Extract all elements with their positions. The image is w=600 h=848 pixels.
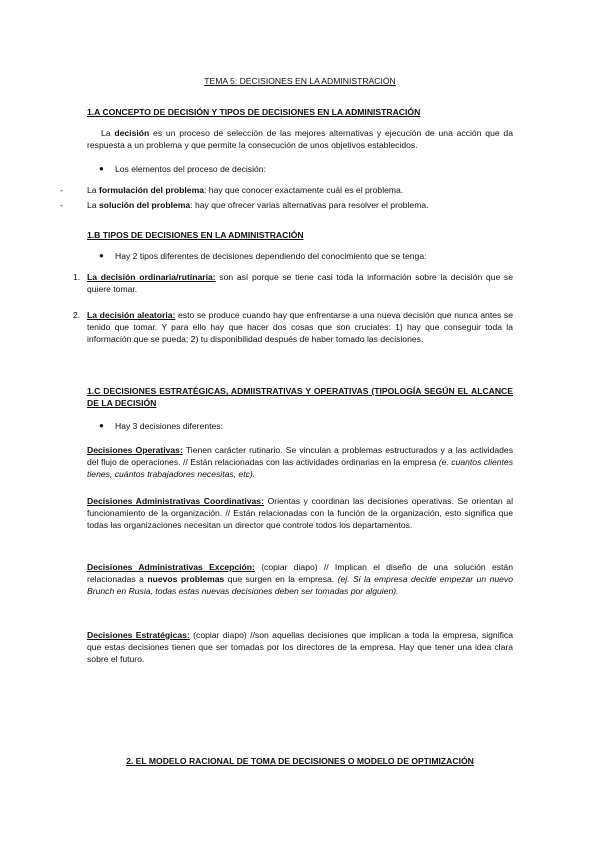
list-item — [87, 629, 513, 665]
text-run: (copiar diapo) // Implican el diseño de una solución están relacionadas a — [87, 562, 513, 584]
text-run: son así porque se tiene casi toda la información sobre la decisión que se quiere tomar. — [87, 272, 514, 294]
text-run: Orientas y coordinan las decisiones operativas. Se orientan al funcionamiento de la organización. // Están relacionadas con la función de la organización, esto significa que todas las organizaciones necesitan un director que controle todos los departamentos. — [87, 496, 513, 530]
text-run: que surgen en la empresa. — [224, 574, 338, 584]
section-heading-2: 2. EL MODELO RACIONAL DE TOMA DE DECISIONES O MODELO DE OPTIMIZACIÓN — [126, 756, 474, 766]
text-run: (copiar diapo) //son aquellas decisiones que implican a toda la empresa, significa que estas decisiones tienen que ser tomadas por los directores de la empresa. Hay que tener una idea clara sobre el futuro. — [87, 630, 513, 664]
list-item — [87, 444, 513, 480]
text-run: esto se produce cuando hay que enfrentarse a una nueva decisión que nunca antes se tenido que tomar. Y para ello hay que hacer dos cosas que son cruciales: 1) hay que conseguir toda la información que se pueda; 2) tu disponibilidad después de haber tomado las decisiones. — [87, 310, 513, 344]
list-number: 1. — [73, 272, 81, 282]
paragraph-decision — [87, 127, 513, 151]
page-title: TEMA 5: DECISIONES EN LA ADMINISTRACIÓN — [204, 76, 396, 86]
bullet-dot: ● — [99, 164, 104, 173]
text-bold: nuevos problemas — [147, 574, 225, 584]
text-bold: formulación del problema — [98, 185, 205, 195]
list-item — [87, 271, 513, 295]
text-bold: Decisiones Operativas: — [87, 445, 183, 455]
text-bold: Decisiones Administrativas Coordinativas: — [87, 496, 264, 506]
bullet-text: Hay 3 decisiones diferentes: — [115, 421, 223, 431]
text-bold: La decisión ordinaria/rutinaria: — [87, 272, 216, 282]
section-heading-1b: 1.B TIPOS DE DECISIONES EN LA ADMINISTRACIÓN — [87, 230, 304, 240]
list-item — [87, 184, 403, 196]
list-item — [87, 495, 513, 531]
dash-marker: - — [60, 185, 63, 195]
bullet-text: Los elementos del proceso de decisión: — [115, 164, 266, 174]
text-bold: decisión — [114, 128, 150, 138]
section-heading-1a: 1.A CONCEPTO DE DECISIÓN Y TIPOS DE DECISIONES EN LA ADMINISTRACIÓN — [87, 107, 421, 117]
text-run: La — [101, 128, 115, 138]
text-run: La — [87, 185, 99, 195]
bullet-text: Hay 2 tipos diferentes de decisiones dependiendo del conocimiento que se tenga: — [115, 251, 427, 261]
text-bold: Decisiones Administrativas Excepción: — [87, 562, 255, 572]
text-italic: (e. cuantos clientes tienes, cuántos trabajadores necesitas, etc). — [87, 457, 513, 479]
list-item — [87, 199, 429, 211]
list-number: 2. — [73, 310, 81, 320]
text-bold: La decisión aleatoria: — [87, 310, 176, 320]
bullet-dot: ● — [99, 421, 104, 430]
text-run: : hay que ofrecer varias alternativas para resolver el problema. — [190, 200, 429, 210]
text-bold: Decisiones Estratégicas: — [87, 630, 190, 640]
section-heading-1c: 1.C DECISIONES ESTRATÉGICAS, ADMIISTRATIVAS Y OPERATIVAS (TIPOLOGÍA SEGÚN EL ALCANCE DE LA DECISIÓN — [87, 386, 513, 408]
list-item — [87, 561, 513, 597]
list-item — [87, 309, 513, 345]
text-italic: (ej. Si la empresa decide empezar un nuevo Brunch en Rusia, todas estas nuevas decisiones deben ser tomadas por alguien). — [87, 574, 513, 596]
text-run: La — [87, 200, 99, 210]
text-run: Tienen carácter rutinario. Se vinculan a problemas estructurados y a las actividades del flujo de operaciones. // Están relacionadas con las actividades ordinarias en la empresa — [87, 445, 513, 467]
text-bold: solución del problema — [98, 200, 191, 210]
text-run: : hay que conocer exactamente cuál es el problema. — [204, 185, 404, 195]
dash-marker: - — [60, 200, 63, 210]
text-run: es un proceso de selección de las mejores alternativas y ejecución de una acción que da respuesta a un problema y que permite la consecución de unos objetivos establecidos. — [87, 128, 513, 150]
bullet-dot: ● — [99, 251, 104, 260]
